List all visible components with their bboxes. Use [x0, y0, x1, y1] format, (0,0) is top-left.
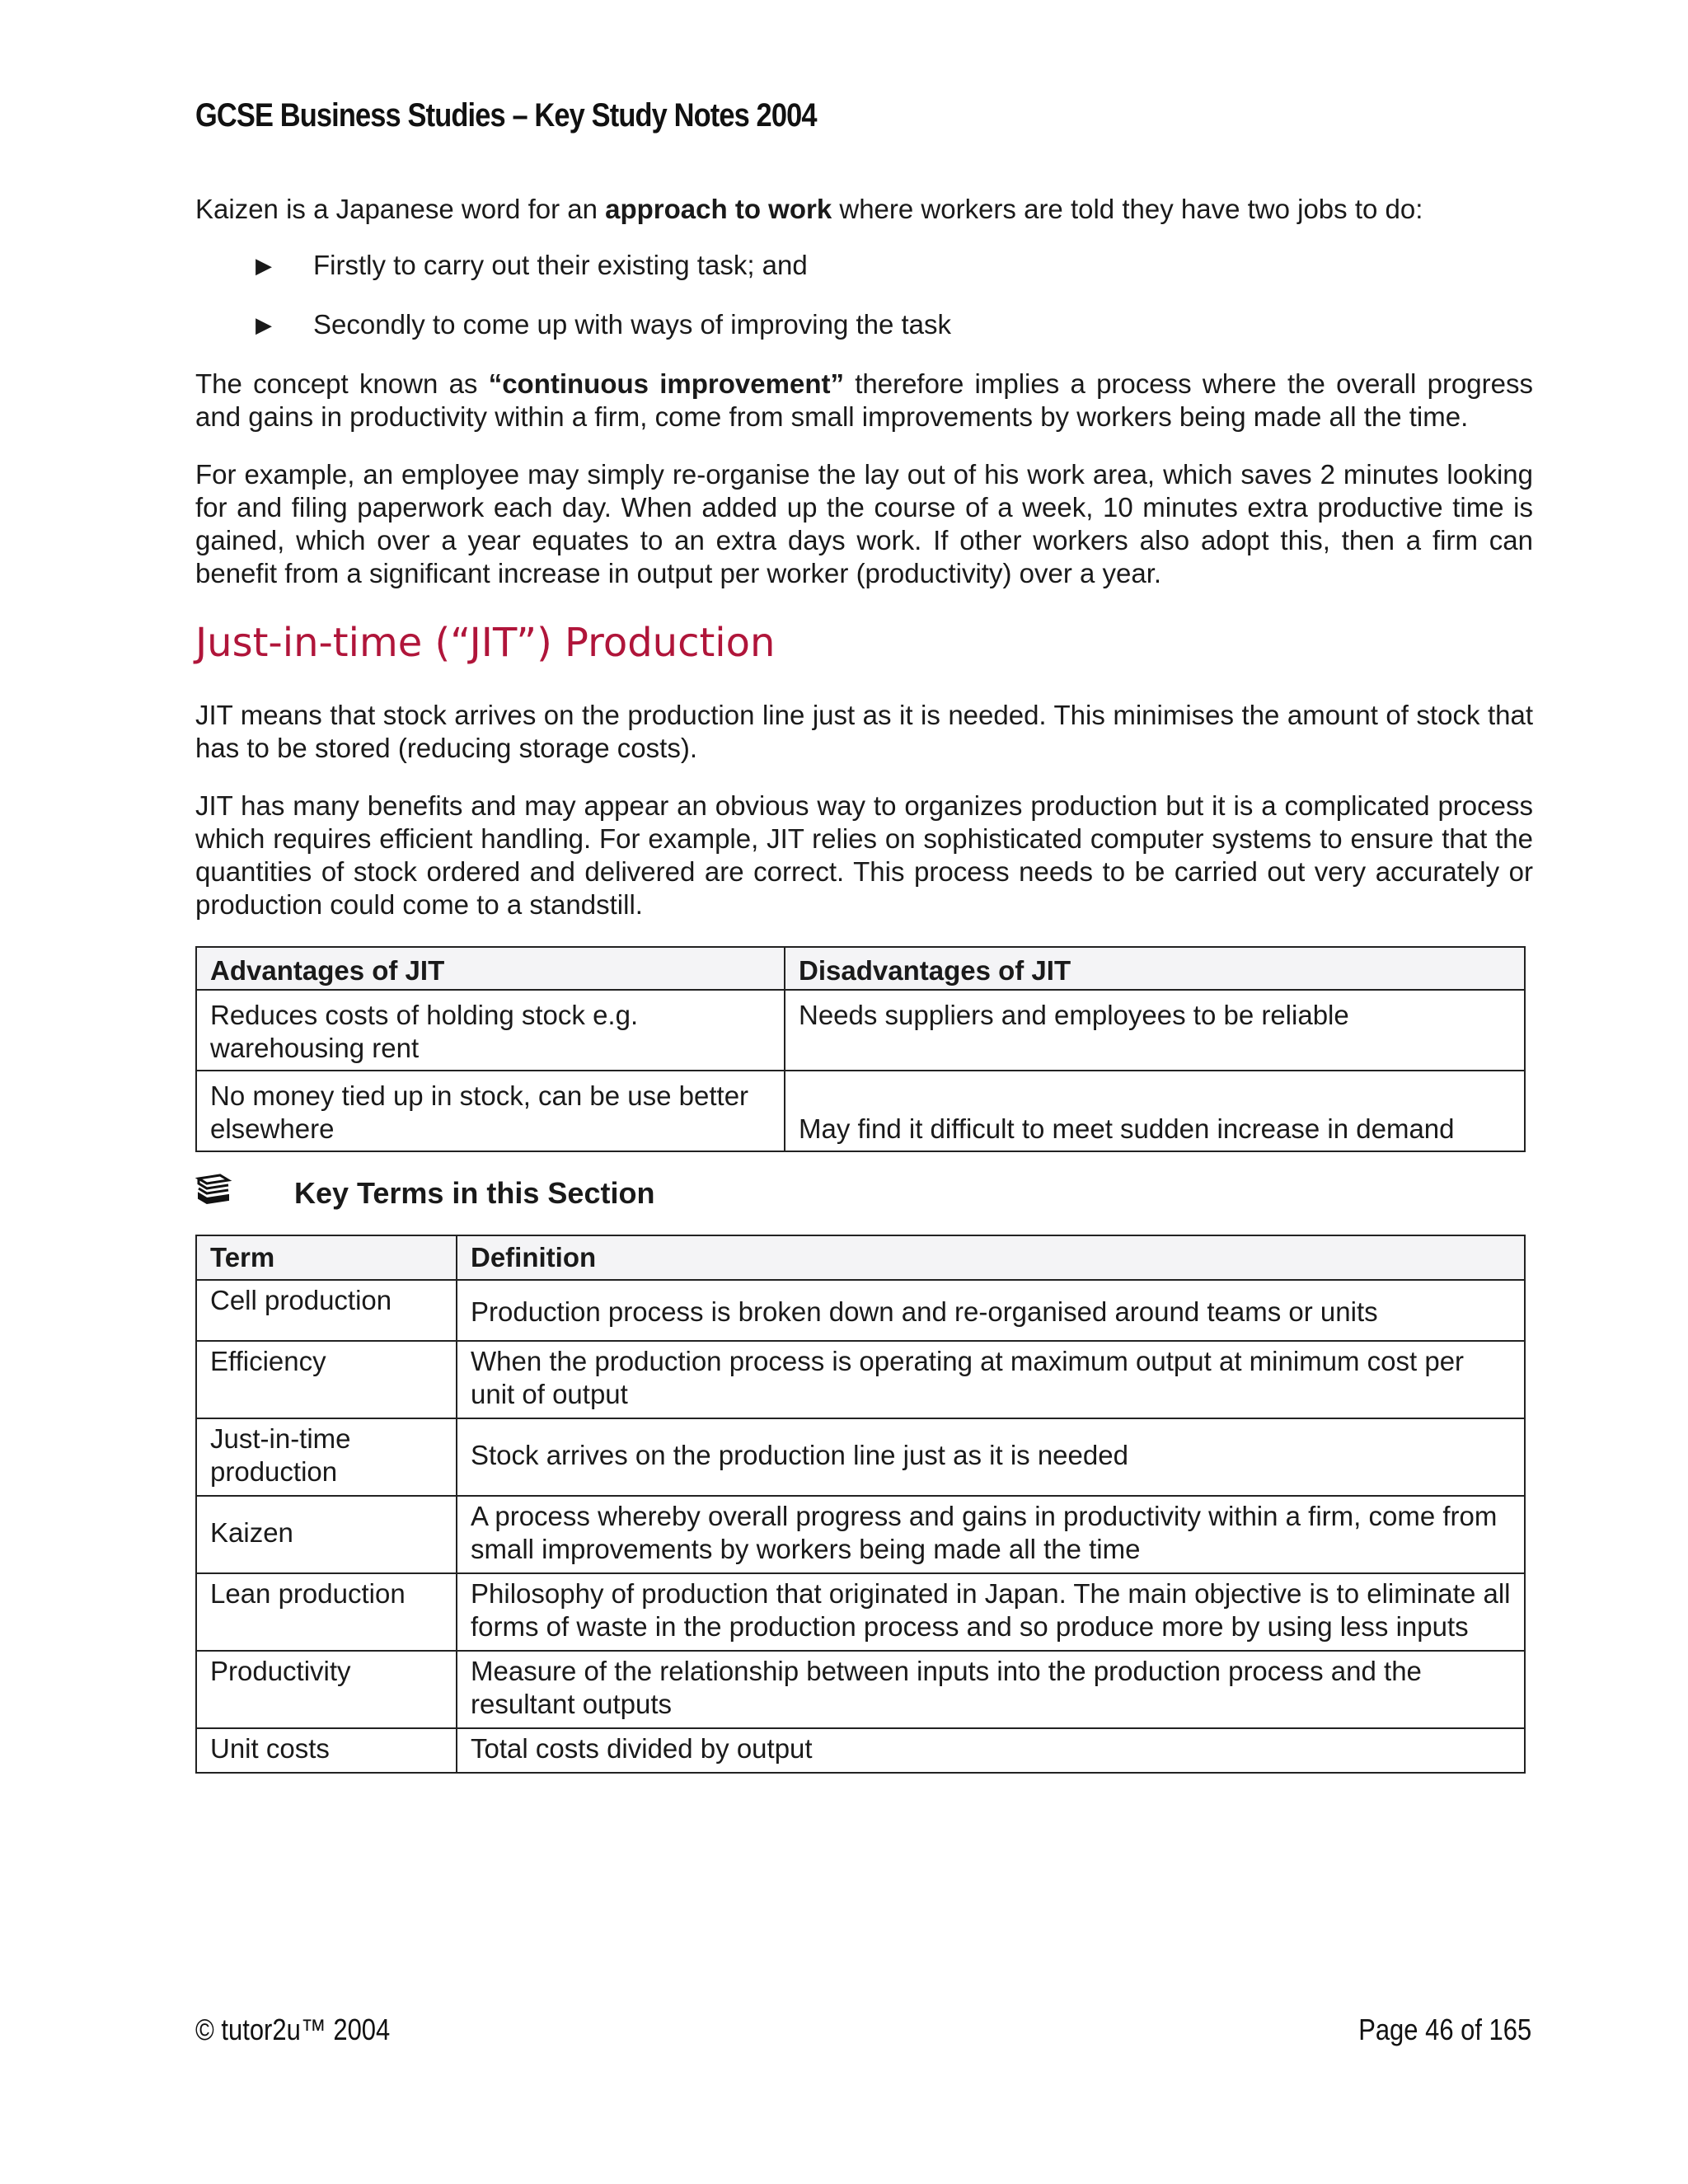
table-cell: May find it difficult to meet sudden increase in demand	[785, 1071, 1525, 1151]
key-terms-heading	[195, 1174, 1533, 1213]
bold-continuous-improvement: “continuous improvement”	[488, 368, 844, 399]
table-row	[196, 1418, 1525, 1496]
definition-cell: Stock arrives on the production line just as it is needed	[457, 1418, 1525, 1496]
definition-cell: Measure of the relationship between inputs into the production process and the resultant outputs	[457, 1651, 1525, 1728]
table-header-row	[196, 947, 1525, 990]
jit-advantages-table	[195, 946, 1526, 1152]
kaizen-bullet-list	[195, 249, 1533, 341]
key-terms-table	[195, 1235, 1526, 1774]
term-cell: Just-in-time production	[196, 1418, 457, 1496]
table-row	[196, 1651, 1525, 1728]
definition-cell: A process whereby overall progress and gains in productivity within a firm, come from small improvements by workers being made all the time	[457, 1496, 1525, 1573]
table-row	[196, 990, 1525, 1071]
term-cell: Lean production	[196, 1573, 457, 1651]
jit-section-heading: Just-in-time (“JIT”) Production	[195, 620, 776, 666]
term-cell: Efficiency	[196, 1341, 457, 1418]
page-content	[195, 193, 1533, 1774]
kaizen-intro-paragraph: Kaizen is a Japanese word for an approach to work where workers are told they have two jobs to do:	[195, 194, 1423, 224]
table-row	[196, 1573, 1525, 1651]
list-item: ▶ Secondly to come up with ways of improving the task	[256, 309, 952, 340]
table-cell: Reduces costs of holding stock e.g. warehousing rent	[196, 990, 785, 1071]
table-cell: No money tied up in stock, can be use better elsewhere	[196, 1071, 785, 1151]
term-cell: Kaizen	[196, 1496, 457, 1573]
column-header-advantages: Advantages of JIT	[196, 947, 785, 990]
jit-definition-paragraph: JIT means that stock arrives on the production line just as it is needed. This minimises the amount of stock that has to be stored (reducing storage costs).	[195, 700, 1533, 763]
definition-cell: Production process is broken down and re-organised around teams or units	[457, 1280, 1525, 1341]
key-terms-heading-text: Key Terms in this Section	[294, 1176, 655, 1210]
example-paragraph: For example, an employee may simply re-organise the lay out of his work area, which saves 2 minutes looking for and filing paperwork each day. When added up the course of a week, 10 minutes extra productive time is gained, which over a year equates to an extra days work. If other workers also adopt this, then a firm can benefit from a significant increase in output per worker (productivity) over a year.	[195, 459, 1533, 588]
books-icon	[195, 1174, 233, 1213]
term-cell: Cell production	[196, 1280, 457, 1341]
bullet-arrow-icon: ▶	[256, 253, 272, 278]
definition-cell: When the production process is operating at maximum output at minimum cost per unit of output	[457, 1341, 1525, 1418]
column-header-term: Term	[196, 1235, 457, 1280]
table-row	[196, 1496, 1525, 1573]
footer-copyright: © tutor2u™ 2004	[195, 2013, 391, 2046]
list-item: ▶ Firstly to carry out their existing task; and	[256, 250, 808, 280]
term-cell: Unit costs	[196, 1728, 457, 1773]
definition-cell: Total costs divided by output	[457, 1728, 1525, 1773]
continuous-improvement-paragraph: The concept known as “continuous improvement” therefore implies a process where the overall progress and gains in productivity within a firm, come from small improvements by workers being made all the time.	[195, 368, 1533, 432]
page-header-title: GCSE Business Studies – Key Study Notes 2004	[195, 97, 817, 134]
column-header-disadvantages: Disadvantages of JIT	[785, 947, 1525, 990]
jit-benefits-paragraph: JIT has many benefits and may appear an obvious way to organizes production but it is a complicated process which requires efficient handling. For example, JIT relies on sophisticated computer systems to ensure that the quantities of stock ordered and delivered are correct. This process needs to be carried out very accurately or production could come to a standstill.	[195, 790, 1533, 920]
table-row	[196, 1071, 1525, 1151]
definition-cell: Philosophy of production that originated in Japan. The main objective is to eliminate all forms of waste in the production process and so produce more by using less inputs	[457, 1573, 1525, 1651]
table-row	[196, 1728, 1525, 1773]
table-header-row	[196, 1235, 1525, 1280]
table-row	[196, 1341, 1525, 1418]
table-cell: Needs suppliers and employees to be reliable	[785, 990, 1525, 1071]
footer-page-number: Page 46 of 165	[1357, 2013, 1531, 2046]
term-cell: Productivity	[196, 1651, 457, 1728]
table-row	[196, 1280, 1525, 1341]
bullet-arrow-icon: ▶	[256, 312, 272, 337]
column-header-definition: Definition	[457, 1235, 1525, 1280]
bold-approach-to-work: approach to work	[605, 194, 832, 224]
